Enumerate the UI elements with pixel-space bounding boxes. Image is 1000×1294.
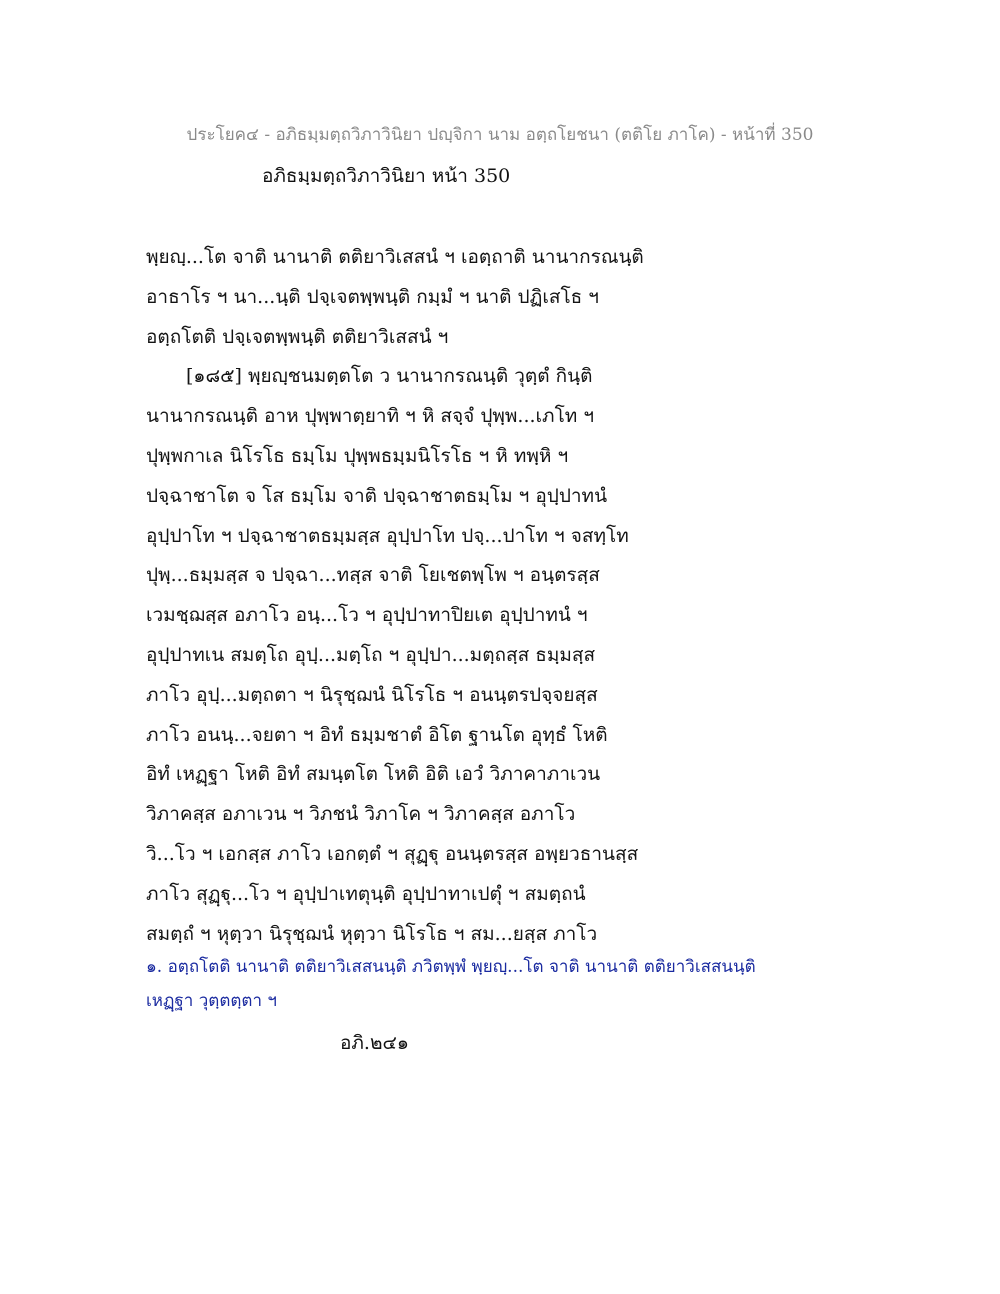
text-line: พฺยญฺ...โต จาติ นานาติ ตติยาวิเสสนํ ฯ เอตฺถาติ นานากรณนฺติ bbox=[146, 246, 644, 268]
text-line: ปุพฺ...ธมฺมสฺส จ ปจฺฉา...ทสฺส จาติ โยเชตพฺโพ ฯ อนฺตรสฺส bbox=[146, 564, 600, 587]
text-line: อตฺถโตติ ปจฺเจตพฺพนฺติ ตติยาวิเสสนํ ฯ bbox=[146, 325, 449, 348]
text-line: ภาโว อุปฺ...มตฺถตา ฯ นิรุชฺฌนํ นิโรโธ ฯ อนนฺตรปจฺจยสฺส bbox=[146, 683, 598, 706]
body-text bbox=[146, 238, 866, 954]
book-page-header: อภิธมฺมตฺถวิภาวินิยา หน้า 350 bbox=[262, 165, 511, 187]
text-line: ปุพฺพกาเล นิโรโธ ธมฺโม ปุพฺพธมฺมนิโรโธ ฯ หิ ทพฺหิ ฯ bbox=[146, 444, 569, 467]
text-line: ภาโว อนนฺ...จยตา ฯ อิทํ ธมฺมชาตํ อิโต ฐานโต อุทฺธํ โหติ bbox=[146, 723, 608, 746]
text-line: วิภาคสฺส อภาเวน ฯ วิภชนํ วิภาโค ฯ วิภาคสฺส อภาโว bbox=[146, 803, 576, 826]
text-line: อุปฺปาทเน สมตฺโถ อุปฺ...มตฺโถ ฯ อุปฺปา...มตฺถสฺส ธมฺมสฺส bbox=[146, 643, 596, 666]
text-line: เวมชฺฌสฺส อภาโว อนฺ...โว ฯ อุปฺปาทาปิยเต อุปฺปาทนํ ฯ bbox=[146, 604, 588, 627]
text-line: อาธาโร ฯ นา...นฺติ ปจฺเจตพฺพนฺติ กมฺมํ ฯ นาติ ปฏิเสโธ ฯ bbox=[146, 285, 599, 308]
text-line: อุปฺปาโท ฯ ปจฺฉาชาตธมฺมสฺส อุปฺปาโท ปจฺ...ปาโท ฯ จสทฺโท bbox=[146, 524, 629, 547]
text-line: ปจฺฉาชาโต จ โส ธมฺโม จาติ ปจฺฉาชาตธมฺโม ฯ อุปฺปาทนํ bbox=[146, 484, 608, 507]
paragraph-start-line: [๑๘๕] พฺยญฺชนมตฺตโต ว นานากรณนฺติ วุตฺตํ กินฺติ bbox=[186, 365, 593, 388]
footnotes bbox=[146, 950, 866, 1018]
footnote-line: เหฏฺฐา วุตฺตตฺตา ฯ bbox=[146, 991, 277, 1011]
running-header: ประโยค๔ - อภิธมฺมตฺถวิภาวินิยา ปญฺจิกา นาม อตฺถโยชนา (ตติโย ภาโค) - หน้าที่ 350 bbox=[186, 125, 814, 145]
footnote-line: ๑. อตฺถโตติ นานาติ ตติยาวิเสสนนฺติ ภวิตพฺพํ พฺยญฺ...โต จาติ นานาติ ตติยาวิเสสนนฺติ bbox=[146, 957, 756, 977]
page-marker: อภิ.๒๔๑ bbox=[340, 1032, 409, 1054]
text-line: ภาโว สุฏฺฐุ...โว ฯ อุปฺปาเทตุนฺติ อุปฺปาทาเปตุํ ฯ สมตฺถนํ bbox=[146, 882, 586, 905]
text-line: นานากรณนฺติ อาห ปุพฺพาตฺยาทิ ฯ หิ สจฺจํ ปุพฺพ...เภโท ฯ bbox=[146, 405, 595, 428]
text-line: อิทํ เหฏฺฐา โหติ อิทํ สมนฺตโต โหติ อิติ เอวํ วิภาคาภาเวน bbox=[146, 763, 601, 786]
text-line: สมตฺถํ ฯ หุตฺวา นิรุชฺฌนํ หุตฺวา นิโรโธ ฯ สม...ยสฺส ภาโว bbox=[146, 922, 598, 945]
text-line: วิ...โว ฯ เอกสฺส ภาโว เอกตฺตํ ฯ สุฏฺฐุ อนนฺตรสฺส อพฺยวธานสฺส bbox=[146, 842, 639, 865]
